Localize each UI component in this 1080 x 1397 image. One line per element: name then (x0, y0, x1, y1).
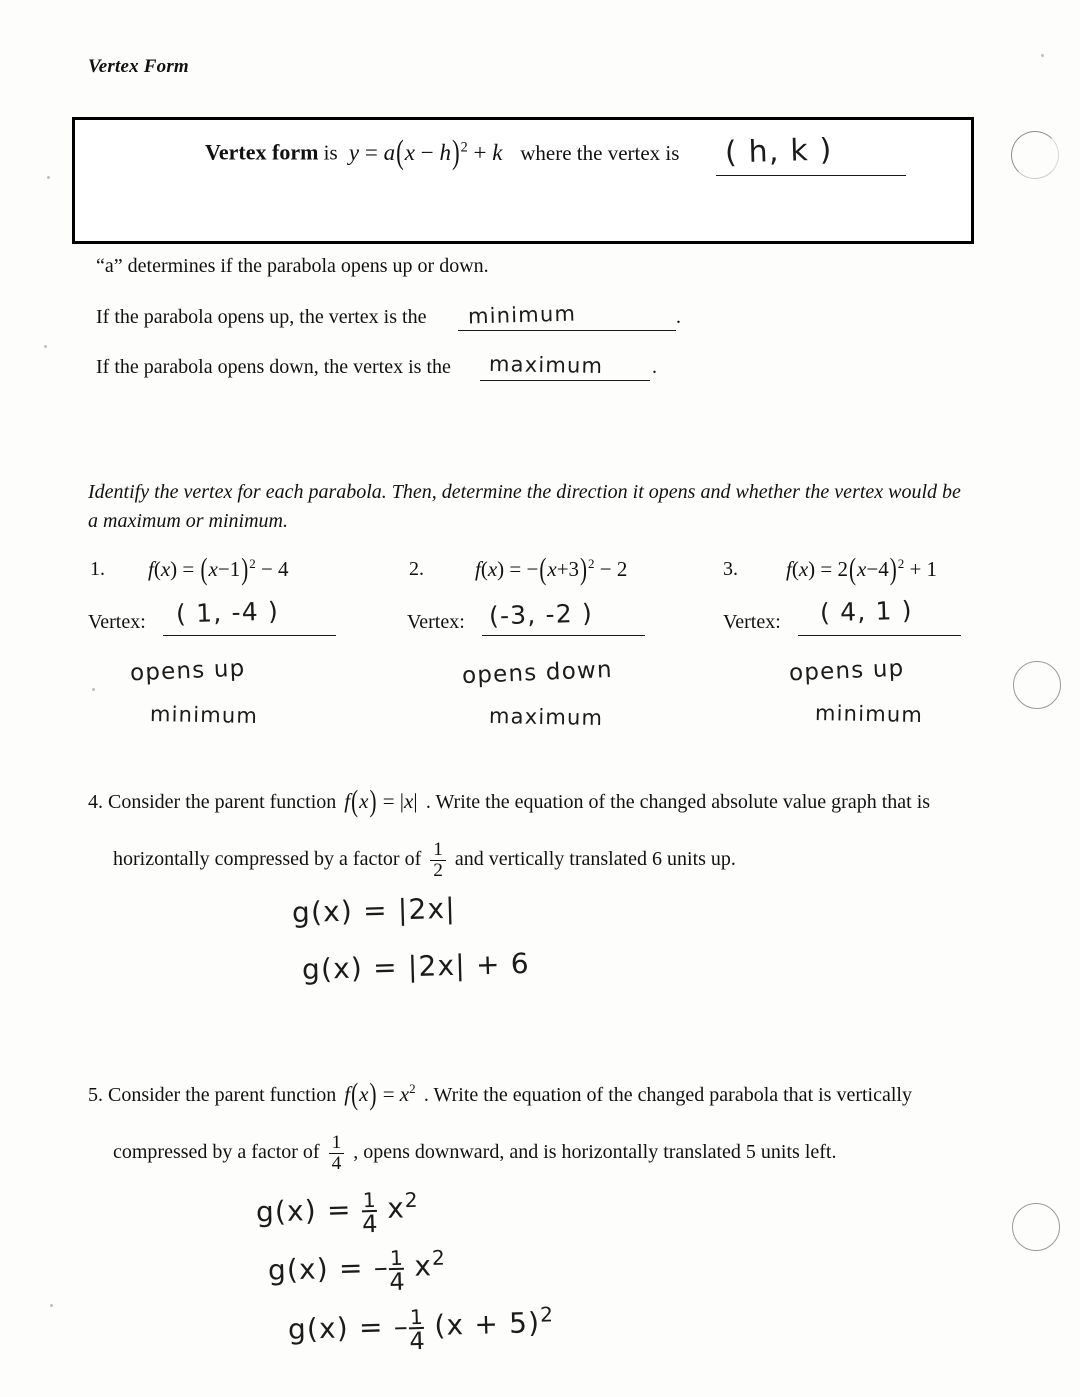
vertex-form-equation: $y = a(x - h)^2 + k$ (348, 133, 509, 171)
problem-3-vertex-label: Vertex: (723, 611, 781, 633)
question-5-work-line3-tail: (x + 5) (433, 1306, 541, 1342)
question-5-number: 5. (88, 1084, 103, 1106)
question-5-work-line2-exponent: 2 (431, 1245, 447, 1270)
problem-3-vertex-rule (798, 635, 961, 636)
question-4-fraction-numerator: 1 (433, 839, 443, 860)
question-5-work-line3-lead: g(x) = (287, 1310, 385, 1347)
problem-3-number: 3. (723, 558, 738, 580)
question-4-work-line2: g(x) = |2x| + 6 (301, 946, 531, 987)
opens-down-answer-rule (480, 380, 650, 381)
question-5-text-part3: compressed by a factor of (113, 1140, 320, 1163)
problem-2-function: $f(x) = -(x+3)^2 - 2$ (475, 551, 628, 587)
question-5-work-line2-frac-numerator: 1 (389, 1245, 404, 1271)
question-4-parent-function: f(x) = |x| (344, 783, 418, 819)
problem-1-direction-answer: opens up (129, 655, 246, 687)
question-5-line1 (88, 1076, 912, 1112)
question-5-work-line1-exponent: 2 (404, 1187, 420, 1213)
question-5-work-line2-frac-denominator: 4 (388, 1268, 406, 1297)
question-5-fraction-numerator: 1 (331, 1132, 342, 1153)
problem-3-direction-answer: opens up (788, 655, 905, 687)
question-5-work-line3 (287, 1302, 555, 1357)
vertex-form-bold-label: Vertex form (205, 139, 319, 165)
opens-up-handwritten-answer: minimum (467, 301, 577, 329)
question-5-line2 (113, 1133, 836, 1173)
question-5-text-part4: , opens downward, and is horizontally translated 5 units left. (353, 1140, 837, 1163)
vertex-form-box (72, 117, 974, 244)
question-4-line2 (113, 840, 736, 880)
question-5-work-line2-minus: – (373, 1250, 390, 1284)
question-5-work-line2-fraction (388, 1245, 406, 1297)
opens-up-answer-rule (458, 330, 676, 331)
is-word: is (323, 140, 338, 165)
scan-speck (1041, 54, 1044, 57)
problem-1-vertex-rule (163, 635, 336, 636)
problem-1-vertex-label: Vertex: (88, 611, 146, 633)
question-5-text-part2: . Write the equation of the changed parabola that is vertically (423, 1084, 912, 1106)
question-5-fraction-denominator: 4 (329, 1153, 345, 1174)
question-5-work-line3-exponent: 2 (539, 1302, 555, 1327)
question-5-work-line1-lead: g(x) = (255, 1192, 353, 1229)
question-5-work-line2-lead: g(x) = (267, 1251, 365, 1287)
problem-2-extremum-answer: maximum (488, 703, 604, 731)
a-determines-note: “a” determines if the parabola opens up or down. (96, 255, 489, 277)
question-4-text-part2: . Write the equation of the changed absolute value graph that is (425, 791, 931, 813)
question-4-text-part4: and vertically translated 6 units up. (454, 847, 736, 870)
question-5-work-line1-fraction (361, 1190, 378, 1237)
question-5-text-part1: Consider the parent function (108, 1084, 337, 1106)
problem-2-vertex-label: Vertex: (407, 611, 465, 633)
scan-speck (92, 688, 95, 691)
opens-down-sentence: If the parabola opens down, the vertex is the (96, 356, 451, 378)
opens-up-period: . (676, 306, 681, 328)
problem-1-vertex-answer: ( 1, -4 ) (175, 596, 280, 629)
problem-2-vertex-answer: (-3, -2 ) (488, 598, 594, 631)
question-4-text-part3: horizontally compressed by a factor of (113, 847, 422, 870)
question-5-work-line3-frac-numerator: 1 (409, 1305, 424, 1330)
question-5-work-line1 (255, 1188, 419, 1240)
problem-2-vertex-rule (482, 635, 645, 636)
problem-3-function: $f(x) = 2(x-4)^2 + 1$ (786, 551, 938, 587)
problem-1-function: $f(x) = (x-1)^2 - 4$ (148, 551, 289, 587)
question-4-work-line1: g(x) = |2x| (291, 891, 457, 930)
question-4-fraction-denominator: 2 (430, 860, 446, 881)
question-5-work-line2-tail: x (413, 1249, 433, 1283)
scan-speck (47, 176, 50, 179)
question-4-text-part1: Consider the parent function (108, 791, 337, 813)
vertex-answer-rule (716, 175, 906, 176)
question-5-fraction (329, 1133, 345, 1173)
question-4-fraction (430, 840, 446, 880)
problem-3-vertex-answer: ( 4, 1 ) (819, 595, 914, 628)
question-5-work-line3-minus: – (393, 1309, 410, 1344)
question-5-work-line3-frac-denominator: 4 (409, 1327, 426, 1356)
question-4-number: 4. (88, 791, 103, 813)
problem-1-number: 1. (90, 558, 105, 580)
hole-punch-mark-bottom (1012, 1203, 1060, 1251)
where-vertex-text: where the vertex is (520, 140, 680, 165)
hole-punch-mark-middle (1013, 661, 1061, 709)
vertex-form-handwritten-answer: ( h, k ) (724, 132, 834, 171)
opens-down-handwritten-answer: maximum (488, 351, 604, 379)
problem-1-extremum-answer: minimum (149, 701, 259, 729)
problem-2-direction-answer: opens down (461, 656, 614, 690)
opens-up-sentence: If the parabola opens up, the vertex is the (96, 306, 427, 328)
question-5-work-line3-fraction (408, 1307, 425, 1354)
question-4-line1 (88, 783, 931, 819)
vertex-form-statement (205, 133, 680, 171)
question-5-work-line1-frac-numerator: 1 (362, 1188, 376, 1213)
question-5-work-line1-frac-denominator: 4 (361, 1210, 378, 1239)
question-5-parent-function: $f(x) = x^2$ (344, 1076, 416, 1112)
scan-speck (44, 345, 47, 348)
question-5-work-line1-tail: x (386, 1191, 406, 1225)
opens-down-period: . (652, 356, 657, 378)
scan-speck (50, 1304, 53, 1307)
question-5-work-line2 (267, 1246, 447, 1298)
section-instruction: Identify the vertex for each parabola. Then, determine the direction it opens and whether the vertex would be a maximum or minimum. (88, 481, 961, 532)
problem-2-number: 2. (409, 558, 424, 580)
page-title: Vertex Form (88, 56, 189, 77)
problem-3-extremum-answer: minimum (814, 700, 924, 728)
hole-punch-mark-top (1011, 131, 1059, 179)
